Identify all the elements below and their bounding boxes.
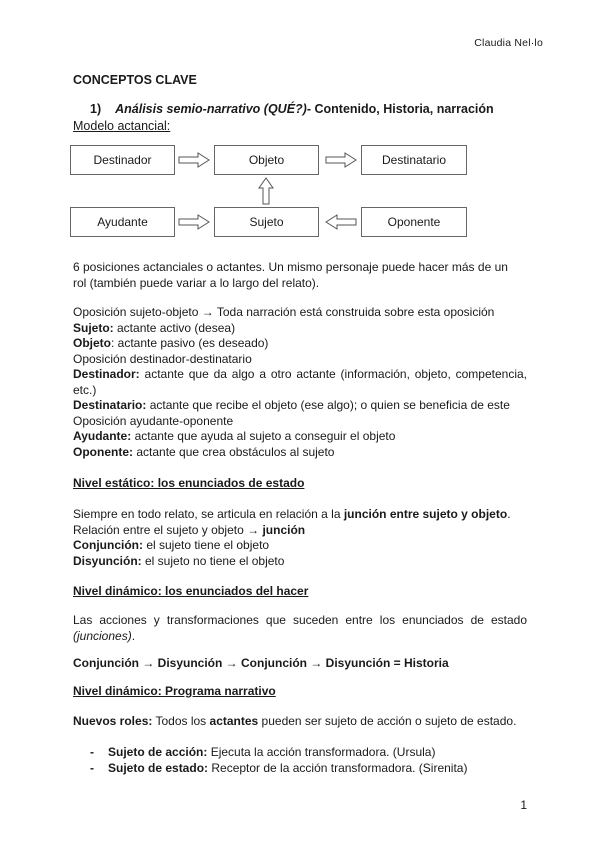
def-destinador: [73, 367, 527, 398]
definition: actante activo (desea): [113, 320, 236, 335]
section-estatico-title: Nivel estático: los enunciados de estado: [73, 476, 305, 490]
opposition-line: Oposición ayudante-oponente: [73, 413, 234, 428]
def-ayudante: [73, 429, 527, 445]
arrow-left-icon: [325, 214, 357, 230]
box-objeto: Objeto: [214, 145, 319, 175]
term: Destinador:: [73, 367, 140, 381]
opposition-line: Oposición destinador-destinatario: [73, 351, 252, 366]
term: Sujeto de acción:: [108, 745, 208, 759]
def-disyuncion: [73, 554, 527, 570]
dinamico-paragraph: [73, 613, 527, 644]
intro-line: rol (también puede variar a lo largo del relato).: [73, 275, 320, 290]
text: pueden ser sujeto de acción o sujeto de estado.: [258, 714, 517, 728]
section-dinamico-title: Nivel dinámico: los enunciados del hacer: [73, 584, 309, 598]
def-sujeto: [73, 321, 527, 337]
arrow-right-icon: [178, 214, 210, 230]
definition: Ejecuta la acción transformadora. (Ursula): [207, 745, 436, 759]
arrow-right-icon: [178, 152, 210, 168]
author-name: Claudia Nel·lo: [474, 37, 543, 49]
opposition-line: Oposición sujeto-objeto → Toda narración está construida sobre esta oposición: [73, 305, 495, 319]
box-destinatario: Destinatario: [361, 145, 467, 175]
term: Sujeto:: [73, 320, 114, 335]
definition: actante que ayuda al sujeto a conseguir el objeto: [131, 429, 396, 443]
bullet-dash: -: [90, 745, 94, 759]
definitions-block: [73, 305, 527, 460]
text: .: [507, 507, 511, 521]
term: Destinatario:: [73, 398, 147, 412]
definition: el sujeto no tiene el objeto: [141, 553, 285, 568]
term: Objeto: [73, 336, 111, 350]
def-objeto: [73, 336, 527, 352]
definition: el sujeto tiene el objeto: [142, 538, 270, 552]
section-title-rest: - Contenido, Historia, narración: [306, 102, 494, 116]
formula-line: Conjunción → Disyunción → Conjunción → Disyunción = Historia: [73, 656, 449, 670]
text: .: [131, 628, 136, 643]
intro-paragraph: [73, 260, 527, 291]
list-item: [90, 761, 467, 775]
estatico-p1: [73, 507, 527, 523]
term: Disyunción:: [73, 553, 142, 568]
term: Nuevos roles:: [73, 714, 153, 728]
page-title: CONCEPTOS CLAVE: [73, 73, 197, 87]
definition: actante que da algo a otro actante (información, objeto, competencia, etc.): [73, 367, 527, 397]
estatico-block: [73, 507, 527, 569]
bullet-dash: -: [90, 761, 94, 775]
section-title-italic: Análisis semio-narrativo (QUÉ?): [115, 102, 307, 116]
text: Las acciones y transformaciones que suceden entre los enunciados de estado: [73, 613, 527, 627]
emphasis: junción: [262, 522, 306, 537]
text: Relación entre el sujeto y objeto →: [73, 522, 263, 537]
arrow-up-icon: [258, 177, 274, 205]
definition: Receptor de la acción transformadora. (Sirenita): [208, 761, 468, 775]
section-heading: [90, 102, 494, 116]
list-item: [90, 745, 435, 759]
term: Conjunción:: [73, 538, 143, 552]
def-oponente: [73, 445, 527, 461]
intro-line: 6 posiciones actanciales o actantes. Un mismo personaje puede hacer más de un: [73, 260, 508, 274]
estatico-p2: [73, 523, 527, 539]
text: Todos los: [152, 714, 210, 728]
page-number: 1: [520, 798, 527, 812]
term: Ayudante:: [73, 429, 132, 443]
emphasis: actantes: [209, 714, 259, 728]
term: Sujeto de estado:: [108, 761, 209, 775]
box-sujeto: Sujeto: [214, 207, 319, 237]
italic-text: (junciones): [73, 628, 132, 643]
text: Siempre en todo relato, se articula en relación a la: [73, 507, 344, 521]
emphasis: junción entre sujeto y objeto: [343, 507, 508, 521]
section-number: 1): [90, 102, 102, 116]
box-destinador: Destinador: [70, 145, 175, 175]
box-oponente: Oponente: [361, 207, 467, 237]
definition: : actante pasivo (es deseado): [111, 336, 269, 350]
definition: actante que crea obstáculos al sujeto: [133, 444, 335, 459]
def-conjuncion: [73, 538, 527, 554]
roles-paragraph: [73, 714, 527, 730]
term: Oponente:: [73, 444, 133, 459]
section-programa-title: Nivel dinámico: Programa narrativo: [73, 684, 276, 698]
model-label: Modelo actancial:: [73, 119, 171, 133]
def-destinatario: [73, 398, 527, 414]
definition: actante que recibe el objeto (ese algo); o quien se beneficia de este: [146, 398, 510, 412]
box-ayudante: Ayudante: [70, 207, 175, 237]
arrow-right-icon: [325, 152, 357, 168]
